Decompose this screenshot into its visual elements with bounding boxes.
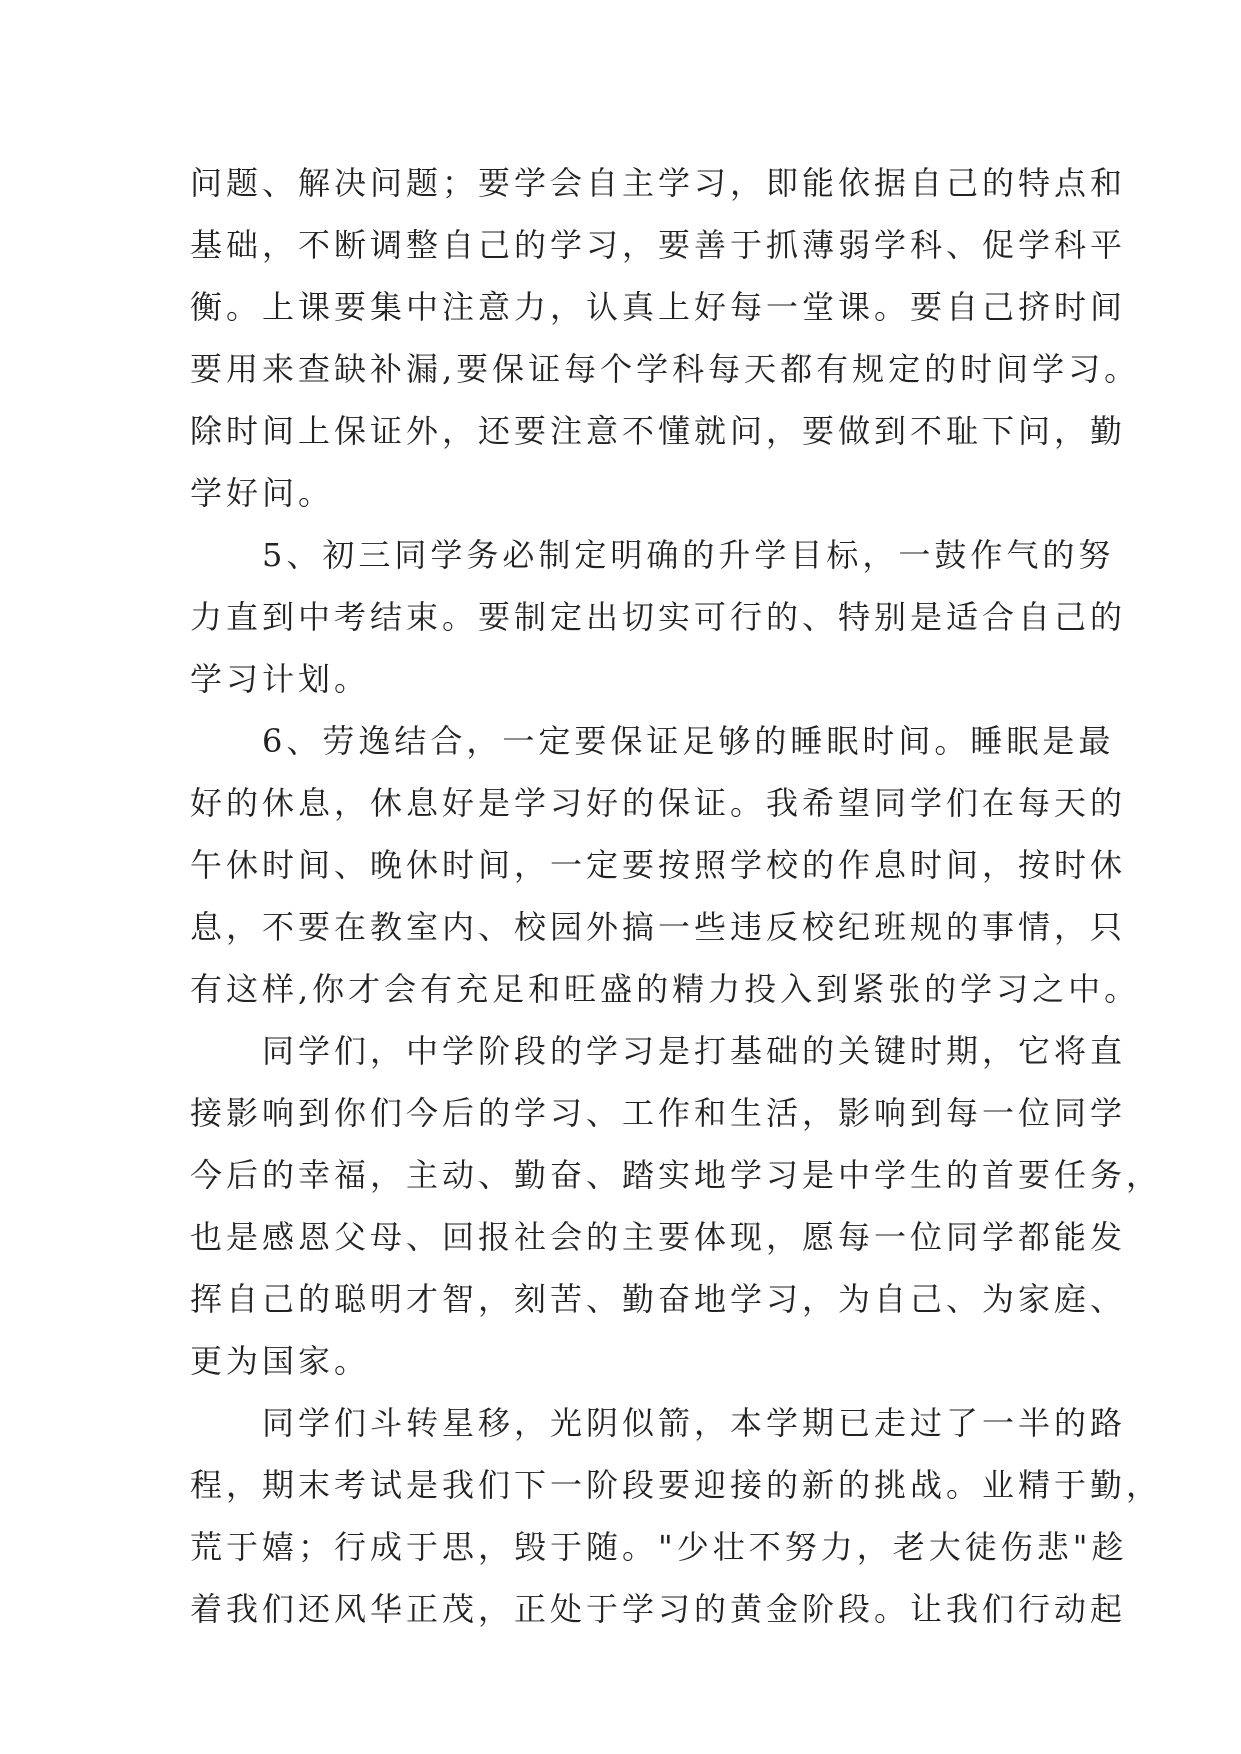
text-line: 学好问。	[190, 474, 335, 512]
body-text	[190, 152, 1163, 1640]
text-line: 更为国家。	[190, 1342, 371, 1380]
text-line: 问题、解决问题；要学会自主学习，即能依据自己的特点和	[190, 164, 1127, 202]
text-line: 着我们还风华正茂，正处于学习的黄金阶段。让我们行动起	[190, 1590, 1127, 1628]
text-line: 基础，不断调整自己的学习，要善于抓薄弱学科、促学科平	[190, 226, 1127, 264]
text-line: 挥自己的聪明才智，刻苦、勤奋地学习，为自己、为家庭、	[190, 1280, 1127, 1318]
text-line: 有这样,你才会有充足和旺盛的精力投入到紧张的学习之中。	[190, 970, 1141, 1008]
text-line: 程，期末考试是我们下一阶段要迎接的新的挑战。业精于勤，	[190, 1466, 1163, 1504]
text-line: 也是感恩父母、回报社会的主要体现，愿每一位同学都能发	[190, 1218, 1127, 1256]
text-line: 接影响到你们今后的学习、工作和生活，影响到每一位同学	[190, 1094, 1127, 1132]
text-line: 同学们，中学阶段的学习是打基础的关键时期，它将直	[190, 1032, 1127, 1070]
text-line: 衡。上课要集中注意力，认真上好每一堂课。要自己挤时间	[190, 288, 1127, 326]
text-line: 6、劳逸结合，一定要保证足够的睡眠时间。睡眠是最	[190, 722, 1115, 760]
text-line: 同学们斗转星移，光阴似箭，本学期已走过了一半的路	[190, 1404, 1127, 1442]
text-line: 5、初三同学务必制定明确的升学目标，一鼓作气的努	[190, 536, 1115, 574]
text-line: 荒于嬉；行成于思，毁于随。"少壮不努力，老大徒伤悲"趁	[190, 1528, 1128, 1566]
text-line: 要用来查缺补漏,要保证每个学科每天都有规定的时间学习。	[190, 350, 1141, 388]
text-line: 今后的幸福，主动、勤奋、踏实地学习是中学生的首要任务，	[190, 1156, 1163, 1194]
text-line: 好的休息，休息好是学习好的保证。我希望同学们在每天的	[190, 784, 1127, 822]
text-line: 除时间上保证外，还要注意不懂就问，要做到不耻下问，勤	[190, 412, 1127, 450]
text-line: 学习计划。	[190, 660, 371, 698]
text-line: 力直到中考结束。要制定出切实可行的、特别是适合自己的	[190, 598, 1127, 636]
text-line: 息，不要在教室内、校园外搞一些违反校纪班规的事情，只	[190, 908, 1127, 946]
text-line: 午休时间、晚休时间，一定要按照学校的作息时间，按时休	[190, 846, 1127, 884]
